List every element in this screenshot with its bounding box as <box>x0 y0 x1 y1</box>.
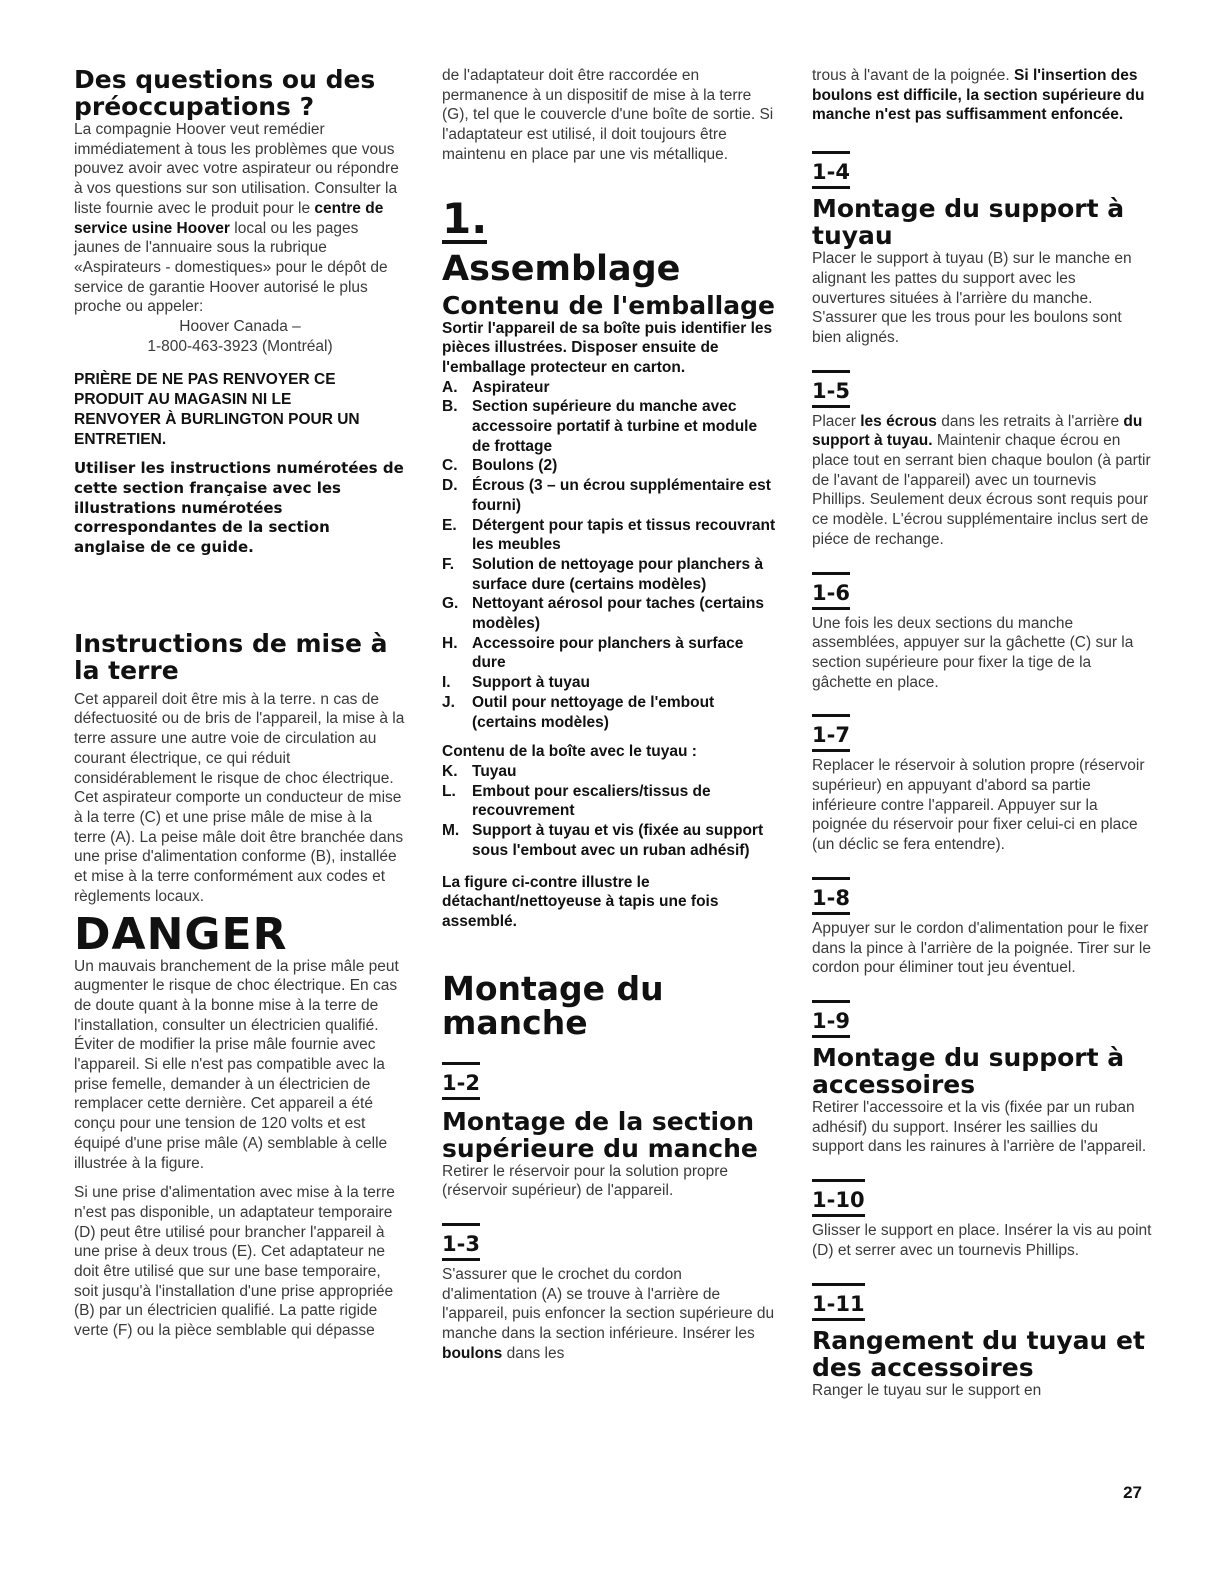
list-item-key: B. <box>442 398 458 416</box>
adapter-continuation: de l'adaptateur doit être raccordée en permanence à un dispositif de mise à la terre (G), tel que le couvercle d'une boîte de sortie. Si l'adaptateur est utilisé, il doit toujours être maintenu en place par une vis métallique. <box>442 67 774 163</box>
grounding-paragraph: Cet appareil doit être mis à la terre. n cas de défectuosité ou de bris de l'appareil, la mise à la terre assure une autre voie de circulation au courant électrique, ce qui réduit considérablement le risque de choc électrique. Cet aspirateur comporte un conducteur de mise à la terre (C) et une prise mâle de mise à la terre (A). La peise mâle doit être branchée dans une prise d'alimentation conforme (B), installée et mise à la terre conformément aux codes et règlements locaux. <box>74 690 405 905</box>
list-item-key: E. <box>442 516 457 534</box>
list-item-value: Nettoyant aérosol pour taches (certains modèles) <box>472 595 764 633</box>
section-number-wrap <box>442 193 778 244</box>
column-2 <box>442 66 778 1364</box>
step-1-10-wrap <box>812 1179 1152 1217</box>
list-item-value: Solution de nettoyage pour planchers à surface dure (certains modèles) <box>472 555 764 593</box>
list-item <box>442 594 778 633</box>
assembly-heading: Assemblage <box>442 248 681 289</box>
list-item <box>442 634 778 673</box>
questions-text-end: local ou les pages jaunes de l'annuaire sous la rubrique «Aspirateurs - domestiques» pour le dépôt de service de garantie Hoover autorisé le plus proche ou appeler: <box>74 219 388 316</box>
contents-heading: Contenu de l'emballage <box>442 290 775 320</box>
list-item <box>442 397 778 456</box>
step-1-5-text <box>812 412 1152 550</box>
step-1-5-wrap <box>812 370 1152 408</box>
handle-assembly-heading: Montage du manche <box>442 968 664 1042</box>
continuation-bold: Si l'insertion des boulons est difficile, la section supérieure du manche n'est pas suffisamment enfoncée. <box>812 67 1145 124</box>
step-1-5-a: Placer <box>812 412 856 430</box>
step-1-3-text <box>442 1265 778 1364</box>
step-1-3-text-b: dans les <box>506 1344 565 1362</box>
list-item <box>442 782 778 821</box>
list-item <box>442 762 778 782</box>
list-item <box>442 516 778 555</box>
list-item-value: Outil pour nettoyage de l'embout (certains modèles) <box>472 693 715 731</box>
step-1-5-d: Maintenir chaque écrou en place tout en serrant bien chaque boulon (à partir de l'avant de l'appareil) avec un tournevis Phillips. Seulement deux écrous sont requis pour ce modèle. L'écrou supplémentaire inclus sert de piéce de rechange. <box>812 432 1151 548</box>
return-warning: PRIÈRE DE NE PAS RENVOYER CE PRODUIT AU MAGASIN NI LE RENVOYER À BURLINGTON POUR UN ENTRETIEN. <box>74 371 360 448</box>
column-1 <box>74 66 406 1341</box>
step-1-3-number: 1-3 <box>442 1232 480 1261</box>
step-1-2-heading: Montage de la section supérieure du manche <box>442 1106 758 1163</box>
list-item-value: Accessoire pour planchers à surface dure <box>472 634 744 672</box>
step-1-5-bold-2: du support à tuyau. <box>812 412 1143 450</box>
step-1-11-heading: Rangement du tuyau et des accessoires <box>812 1325 1145 1382</box>
step-1-5-c: dans les retraits à l'arrière <box>941 412 1120 430</box>
adapter-paragraph: Si une prise d'alimentation avec mise à la terre n'est pas disponible, un adaptateur temporaire (D) peut être utilisé pour brancher l'appareil à une prise à deux trous (E). Cet adaptateur ne doit être utilisé que sur une base temporaire, soit jusqu'à l'installation d'une prise appropriée (B) par un électricien qualifié. La patte rigide verte (F) ou la pièce semblable qui dépasse <box>74 1184 395 1340</box>
contact-line-1: Hoover Canada – <box>179 318 301 336</box>
questions-text: La compagnie Hoover veut remédier immédiatement à tous les problèmes que vous pouvez avoir avec votre aspirateur ou répondre à vos questions sur son utilisation. Consulter la liste fournie avec le produit pour le <box>74 121 399 217</box>
list-item-key: L. <box>442 782 456 800</box>
list-item-value: Tuyau <box>472 762 517 780</box>
grounding-heading: Instructions de mise à la terre <box>74 628 388 685</box>
step-1-2-text: Retirer le réservoir pour la solution propre (réservoir supérieur) de l'appareil. <box>442 1162 729 1200</box>
step-1-6-text: Une fois les deux sections du manche assemblées, appuyer sur la gâchette (C) sur la section supérieure pour fixer la tige de la gâchette en place. <box>812 614 1134 691</box>
step-1-5-number: 1-5 <box>812 379 850 408</box>
step-1-11-wrap <box>812 1283 1152 1321</box>
list-item-value: Boulons (2) <box>472 457 558 475</box>
step-1-3-continuation <box>812 66 1152 125</box>
step-1-11-number: 1-11 <box>812 1292 865 1321</box>
section-number: 1. <box>442 193 488 243</box>
list-item-key: C. <box>442 457 458 475</box>
service-center-bold: centre de service usine Hoover <box>74 199 384 237</box>
step-1-10-number: 1-10 <box>812 1188 865 1217</box>
hose-box-intro: Contenu de la boîte avec le tuyau : <box>442 743 697 761</box>
list-item-key: K. <box>442 762 458 780</box>
step-1-7-number: 1-7 <box>812 723 850 752</box>
list-item-key: H. <box>442 634 458 652</box>
step-1-4-wrap <box>812 151 1152 189</box>
step-1-9-heading: Montage du support à accessoires <box>812 1042 1125 1099</box>
step-1-11-text: Ranger le tuyau sur le support en <box>812 1381 1042 1399</box>
step-1-10-text: Glisser le support en place. Insérer la vis au point (D) et serrer avec un tournevis Phillips. <box>812 1222 1152 1259</box>
step-1-6-wrap <box>812 572 1152 610</box>
list-item <box>442 378 778 398</box>
step-1-7-text: Replacer le réservoir à solution propre (réservoir supérieur) en appuyant d'abord sa partie inférieure contre l'appareil. Appuyer sur la poignée du réservoir pour fixer celui-ci en place (un déclic se fera entendre). <box>812 757 1145 854</box>
step-1-7-wrap <box>812 714 1152 752</box>
danger-paragraph: Un mauvais branchement de la prise mâle peut augmenter le risque de choc électrique. En cas de doute quant à la bonne mise à la terre de l'installation, consulter un électricien qualifié. Éviter de modifier la prise mâle fournie avec l'appareil. Si elle n'est pas compatible avec la prise femelle, demander à un électricien de remplacer cette dernière. Cet appareil a été conçu pour une tension de 120 volts et est équipé d'une prise mâle (A) semblable à celle illustrée à la figure. <box>74 957 399 1172</box>
step-1-8-wrap <box>812 877 1152 915</box>
list-item-value: Embout pour escaliers/tissus de recouvrement <box>472 782 711 820</box>
step-1-9-number: 1-9 <box>812 1009 850 1038</box>
list-item-key: I. <box>442 674 451 692</box>
questions-paragraph <box>74 120 406 317</box>
list-item-key: F. <box>442 555 455 573</box>
list-item-value: Aspirateur <box>472 378 550 396</box>
list-item-key: G. <box>442 595 459 613</box>
list-item-key: D. <box>442 477 458 495</box>
list-item-value: Support à tuyau et vis (fixée au support sous l'embout avec un ruban adhésif) <box>472 822 764 859</box>
hose-parts-list <box>442 762 778 861</box>
list-item-value: Section supérieure du manche avec accessoire portatif à turbine et module de frottage <box>472 398 758 455</box>
list-item-key: J. <box>442 693 455 711</box>
questions-heading: Des questions ou des préoccupations ? <box>74 65 376 121</box>
list-item <box>442 673 778 693</box>
step-1-5-bold-1: les écrous <box>860 412 937 430</box>
column-3 <box>812 66 1152 1400</box>
step-1-8-number: 1-8 <box>812 886 850 915</box>
contents-intro: Sortir l'appareil de sa boîte puis identifier les pièces illustrées. Disposer ensuite de l'emballage protecteur en carton. <box>442 319 773 376</box>
list-item-value: Support à tuyau <box>472 674 590 692</box>
instructions-note: Utiliser les instructions numérotées de cette section française avec les illustrations numérotées correspondantes de la section anglaise de ce guide. <box>74 459 404 557</box>
step-1-3-wrap <box>442 1223 778 1261</box>
list-item <box>442 476 778 515</box>
continuation-text: trous à l'avant de la poignée. <box>812 67 1010 84</box>
list-item-key: A. <box>442 378 458 396</box>
danger-heading: DANGER <box>74 908 288 960</box>
step-1-6-number: 1-6 <box>812 581 850 610</box>
step-1-3-text-a: S'assurer que le crochet du cordon d'alimentation (A) se trouve à l'arrière de l'appareil, puis enfoncer la section supérieure du manche dans la section inférieure. Insérer les <box>442 1266 775 1343</box>
figure-note: La figure ci-contre illustre le détachant/nettoyeuse à tapis une fois assemblé. <box>442 873 719 930</box>
step-1-3-bold: boulons <box>442 1344 503 1362</box>
parts-list <box>442 378 778 733</box>
step-1-4-text: Placer le support à tuyau (B) sur le manche en alignant les pattes du support avec les ouvertures situées à l'arrière du manche. S'assurer que les trous pour les boulons sont bien alignés. <box>812 250 1132 346</box>
list-item-value: Écrous (3 – un écrou supplémentaire est fourni) <box>472 477 771 514</box>
step-1-8-text: Appuyer sur le cordon d'alimentation pour le fixer dans la pince à l'arrière de la poignée. Tirer sur le cordon pour éliminer tout jeu éventuel. <box>812 919 1151 977</box>
list-item-value: Détergent pour tapis et tissus recouvrant les meubles <box>472 516 776 554</box>
step-1-2-wrap <box>442 1062 778 1100</box>
step-1-9-text: Retirer l'accessoire et la vis (fixée par un ruban adhésif) du support. Insérer les saillies du support dans les rainures à l'arrière de l'appareil. <box>812 1098 1147 1156</box>
contact-line-2: 1-800-463-3923 (Montréal) <box>147 337 333 355</box>
step-1-4-number: 1-4 <box>812 160 850 189</box>
step-1-9-wrap <box>812 1000 1152 1038</box>
page-number: 27 <box>1123 1483 1142 1502</box>
step-1-2-number: 1-2 <box>442 1071 480 1100</box>
step-1-4-heading: Montage du support à tuyau <box>812 194 1125 251</box>
list-item <box>442 456 778 476</box>
list-item-key: M. <box>442 822 460 840</box>
list-item <box>442 821 778 860</box>
list-item <box>442 555 778 594</box>
list-item <box>442 693 778 732</box>
